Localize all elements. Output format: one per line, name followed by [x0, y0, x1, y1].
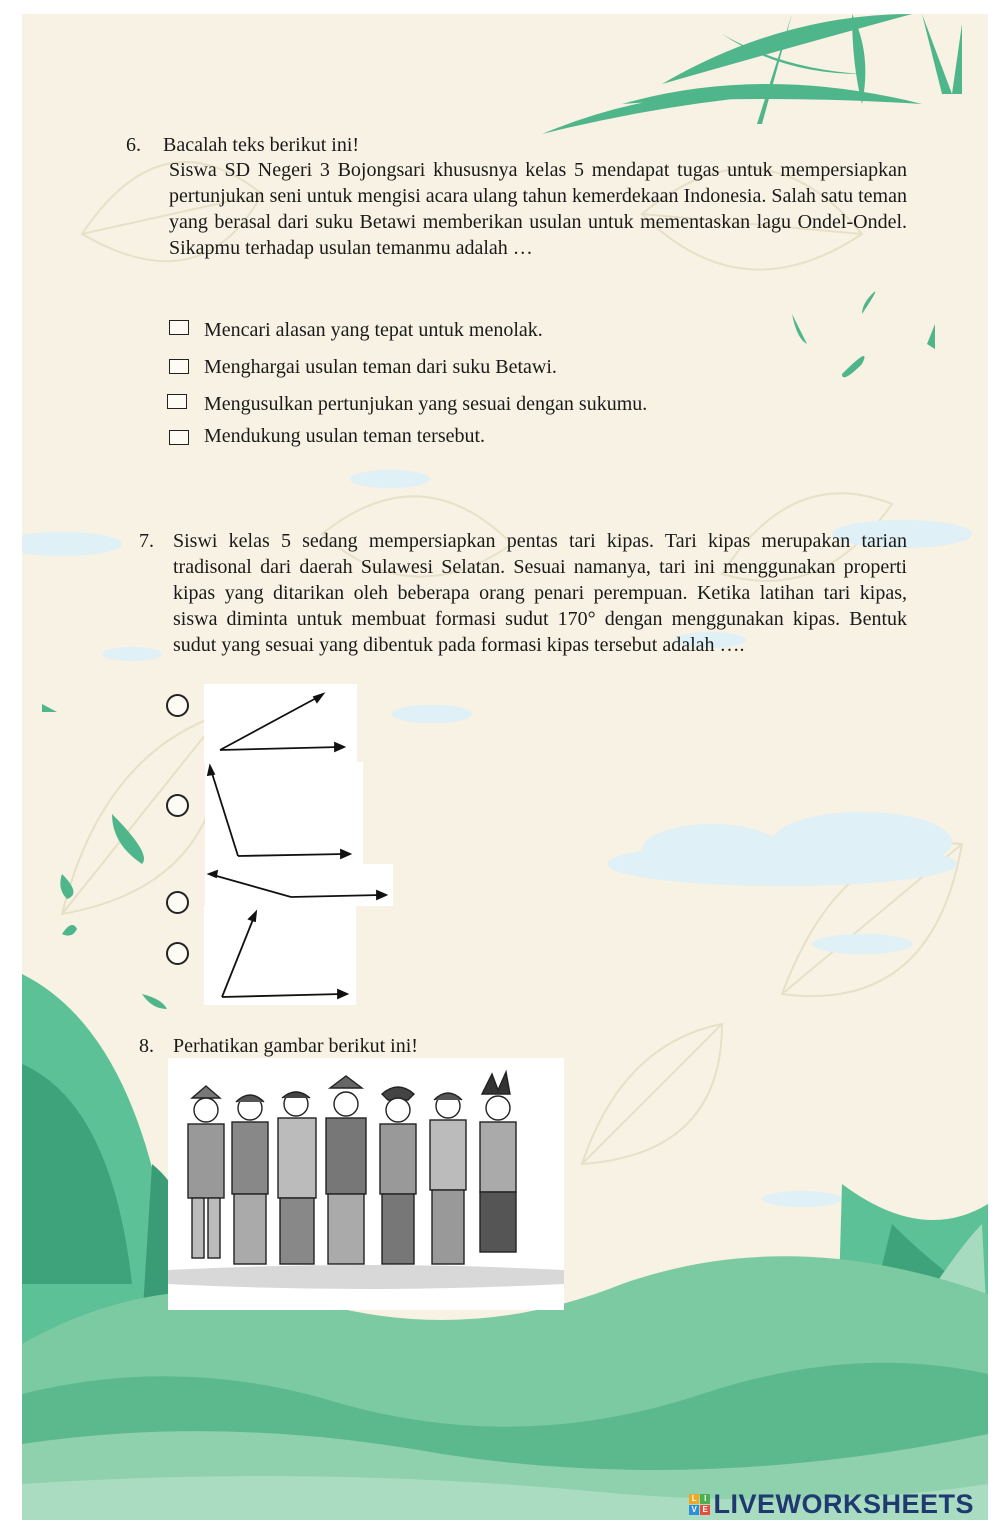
q6-option-b-label: Menghargai usulan teman dari suku Betawi.	[204, 356, 557, 378]
q6-passage: Siswa SD Negeri 3 Bojongsari khususnya kelas 5 mendapat tugas untuk mempersiapkan pertunjukan seni untuk mengisi acara ulang tahun kemerdekaan Indonesia. Salah satu teman yang berasal dari suku Betawi memberikan usulan untuk mementaskan lagu Ondel-Ondel. Sikapmu terhadap usulan temanmu adalah …	[169, 159, 907, 259]
traditional-costumes-image	[168, 1058, 564, 1310]
q7-option-c-angle-image	[205, 864, 393, 906]
liveworksheets-logo-icon: L I V E	[689, 1494, 710, 1515]
liveworksheets-logo	[689, 1489, 974, 1520]
q6-option-c-label: Mengusulkan pertunjukan yang sesuai dengan sukumu.	[204, 393, 648, 415]
q8-prompt: Perhatikan gambar berikut ini!	[173, 1035, 418, 1057]
q7-option-c-radio[interactable]	[166, 891, 189, 914]
worksheet-page	[22, 14, 988, 1520]
q6-number: 6.	[126, 134, 141, 156]
q8-number: 8.	[139, 1035, 154, 1057]
brand-name: LIVEWORKSHEETS	[713, 1489, 974, 1519]
q7-passage: Siswi kelas 5 sedang mempersiapkan pentas tari kipas. Tari kipas merupakan tarian tradisonal dari daerah Sulawesi Selatan. Sesuai namanya, tari ini menggunakan properti kipas yang ditarikan oleh beberapa orang penari perempuan. Ketika latihan tari kipas, siswa diminta untuk membuat formasi sudut 170° dengan menggunakan kipas. Bentuk sudut yang sesuai yang dibentuk pada formasi kipas tersebut adalah ….	[173, 530, 907, 656]
q6-option-a-label: Mencari alasan yang tepat untuk menolak.	[204, 319, 543, 341]
q7-option-b-radio[interactable]	[166, 794, 189, 817]
q7-option-a-angle-image	[204, 684, 357, 764]
q6-option-d-checkbox[interactable]	[169, 430, 189, 445]
q7-number: 7.	[139, 530, 154, 552]
q6-option-b-checkbox[interactable]	[169, 359, 189, 374]
q6-option-a-checkbox[interactable]	[169, 320, 189, 335]
q6-option-d-label: Mendukung usulan teman tersebut.	[204, 425, 486, 447]
q7-option-b-angle-image	[205, 762, 363, 870]
q6-prompt: Bacalah teks berikut ini!	[163, 134, 360, 156]
q7-option-a-radio[interactable]	[166, 694, 189, 717]
q6-option-c-checkbox[interactable]	[167, 394, 187, 409]
q7-option-d-angle-image	[204, 906, 356, 1005]
q7-option-d-radio[interactable]	[166, 942, 189, 965]
